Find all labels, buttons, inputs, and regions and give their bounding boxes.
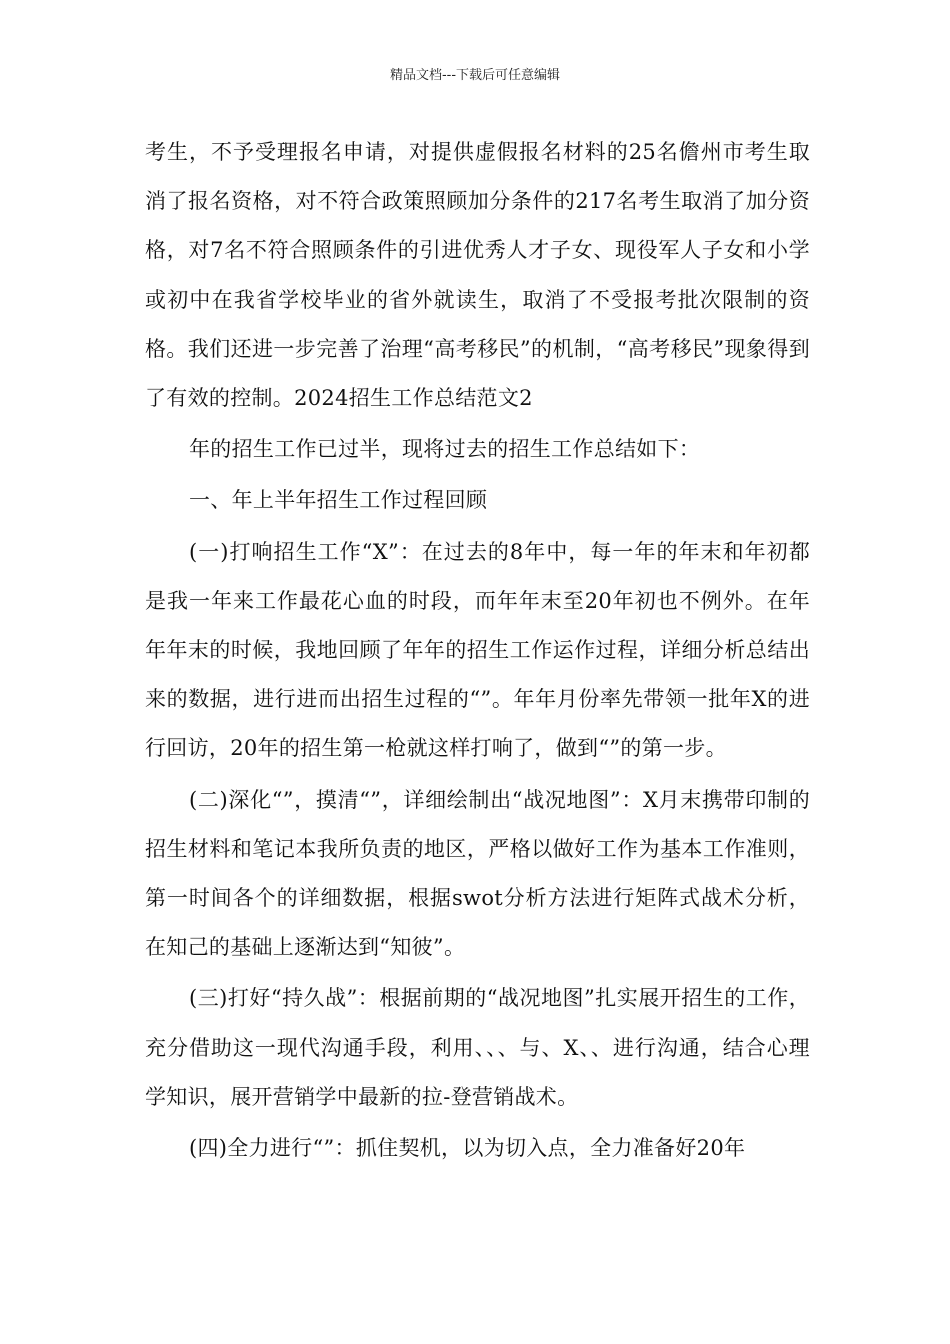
paragraph-item-2: (二)深化“”，摸清“”，详细绘制出“战况地图”：X月末携带印制的招生材料和笔记本我所负责的地区，严格以做好工作为基本工作准则，第一时间各个的详细数据，根据swot分析方法进行矩阵式战术分析，在知己的基础上逐渐达到“知彼”。 xyxy=(145,787,810,960)
paragraph-item-4: (四)全力进行“”：抓住契机，以为切入点，全力准备好20年 xyxy=(189,1136,746,1161)
page-header: 精品文档---下载后可任意编辑 xyxy=(389,68,561,83)
section-heading: 一、年上半年招生工作过程回顾 xyxy=(189,488,488,513)
paragraph-continuation: 考生，不予受理报名申请，对提供虚假报名材料的25名儋州市考生取消了报名资格，对不符合政策照顾加分条件的217名考生取消了加分资格，对7名不符合照顾条件的引进优秀人才子女、现役军人子女和小学或初中在我省学校毕业的省外就读生，取消了不受报考批次限制的资格。我们还进一步完善了治理“高考移民”的机制，“高考移民”现象得到了有效的控制。2024招生工作总结范文2 xyxy=(145,140,810,411)
paragraph-item-1: (一)打响招生工作“X”：在过去的8年中，每一年的年末和年初都是我一年来工作最花心血的时段，而年年末至20年初也不例外。在年年年末的时候，我地回顾了年年的招生工作运作过程，详细分析总结出来的数据，进行进而出招生过程的“”。年年月份率先带领一批年X的进行回访，20年的招生第一枪就这样打响了，做到“”的第一步。 xyxy=(145,539,810,761)
paragraph-intro: 年的招生工作已过半，现将过去的招生工作总结如下： xyxy=(189,437,701,462)
document-body xyxy=(145,128,810,1175)
paragraph-item-3: (三)打好“持久战”：根据前期的“战况地图”扎实展开招生的工作，充分借助这一现代沟通手段，利用、、、与、X、、进行沟通，结合心理学知识，展开营销学中最新的拉-登营销战术。 xyxy=(145,986,810,1109)
